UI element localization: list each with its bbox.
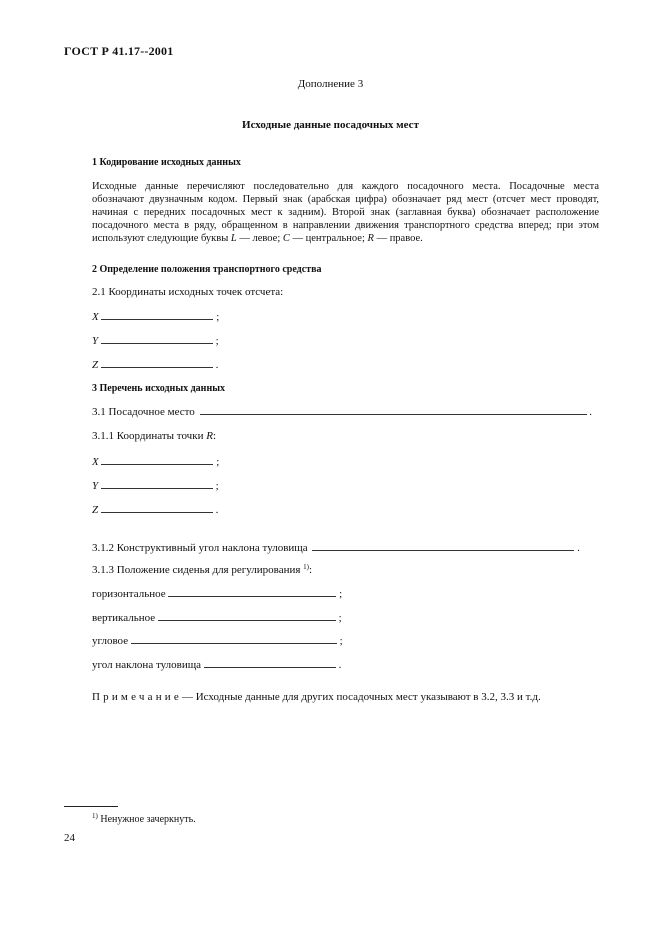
section-1-paragraph (92, 180, 599, 245)
item-3-1-3-label: 3.1.3 Положение сиденья для регулирования (92, 564, 301, 576)
coord-x-field[interactable] (101, 310, 213, 320)
footnote (92, 812, 196, 825)
adjust-label: угловое (92, 635, 129, 647)
note (92, 691, 541, 703)
letter-r: R (367, 233, 374, 244)
coord-axis: X (92, 456, 99, 468)
point-x-field[interactable] (101, 455, 213, 465)
item-3-1-label: 3.1 Посадочное место (92, 406, 195, 418)
adjust-label: угол наклона туловища (92, 659, 202, 671)
item-3-1-row: 3.1 Посадочное место . (92, 406, 593, 418)
footnote-mark: 1) (92, 812, 98, 820)
section-3-heading: 3 Перечень исходных данных (92, 383, 226, 394)
coord-axis: Y (92, 335, 99, 347)
adjust-angular-row: угловое ; (92, 635, 343, 647)
letter-c-meaning: — центральное; (292, 233, 365, 244)
coord-z-field[interactable] (101, 358, 213, 368)
coord-z-row: Z . (92, 359, 219, 371)
adjust-torso-field[interactable] (204, 658, 336, 668)
seat-position-field[interactable] (200, 405, 587, 415)
letter-r-meaning: — правое. (376, 233, 423, 244)
torso-angle-field[interactable] (312, 541, 574, 551)
footnote-divider (64, 806, 118, 807)
coord-y-row: Y ; (92, 335, 219, 347)
coord-axis: X (92, 311, 99, 323)
item-3-1-2-row: 3.1.2 Конструктивный угол наклона туловища . (92, 542, 580, 554)
adjust-torso-row: угол наклона туловища . (92, 659, 342, 671)
point-y-field[interactable] (101, 479, 213, 489)
section-2-heading: 2 Определение положения транспортного средства (92, 264, 322, 275)
document-header: ГОСТ Р 41.17--2001 (64, 44, 174, 58)
section-1-heading: 1 Кодирование исходных данных (92, 157, 241, 168)
adjust-horizontal-row: горизонтальное ; (92, 588, 343, 600)
adjust-vertical-row: вертикальное ; (92, 612, 342, 624)
coord-y-field[interactable] (101, 334, 213, 344)
adjust-label: вертикальное (92, 612, 156, 624)
letter-l-meaning: — левое; (239, 233, 281, 244)
item-2-1-label: 2.1 Координаты исходных точек отсчета: (92, 286, 284, 298)
coord-axis: Y (92, 480, 99, 492)
page-title: Исходные данные посадочных мест (242, 119, 419, 131)
footnote-text: Ненужное зачеркнуть. (100, 814, 196, 825)
item-3-1-2-label: 3.1.2 Конструктивный угол наклона туловища (92, 542, 308, 554)
page-number: 24 (64, 832, 75, 844)
coord-axis: Z (92, 359, 99, 371)
point-z-row: Z . (92, 504, 219, 516)
coord-x-row: X ; (92, 311, 220, 323)
point-z-field[interactable] (101, 503, 213, 513)
note-text: — Исходные данные для других посадочных мест указывают в 3.2, 3.3 и т.д. (181, 691, 541, 703)
coord-axis: Z (92, 504, 99, 516)
adjust-vertical-field[interactable] (158, 611, 336, 621)
letter-c: C (282, 233, 290, 244)
item-3-1-3-row: 3.1.3 Положение сиденья для регулирования $^{1)}$: (92, 563, 313, 576)
adjust-horizontal-field[interactable] (168, 587, 336, 597)
adjust-label: горизонтальное (92, 588, 166, 600)
footnote-ref: 1) (303, 563, 310, 571)
adjust-angular-field[interactable] (131, 634, 337, 644)
item-3-1-1-row: 3.1.1 Координаты точки R: (92, 430, 216, 442)
point-x-row: X ; (92, 456, 220, 468)
item-3-1-1-label: 3.1.1 Координаты точки (92, 430, 207, 442)
point-y-row: Y ; (92, 480, 219, 492)
supplement-label: Дополнение 3 (297, 78, 364, 90)
note-label: Примечание (92, 691, 182, 703)
letter-l: L (230, 233, 237, 244)
section-1-text: Исходные данные перечисляют последовательно для каждого посадочного места. Посадочные места обозначают двузначным кодом. Первый знак (арабская цифра) обозначает ряд мест (отсчет мест проводят, начиная с передних посадочных мест к задним). Второй знак (заглавная буква) обозначает расположение посадочного места в ряду, обращенном в направлении движения транспортного средства вперед; при этом используют следующие буквы (92, 181, 599, 244)
